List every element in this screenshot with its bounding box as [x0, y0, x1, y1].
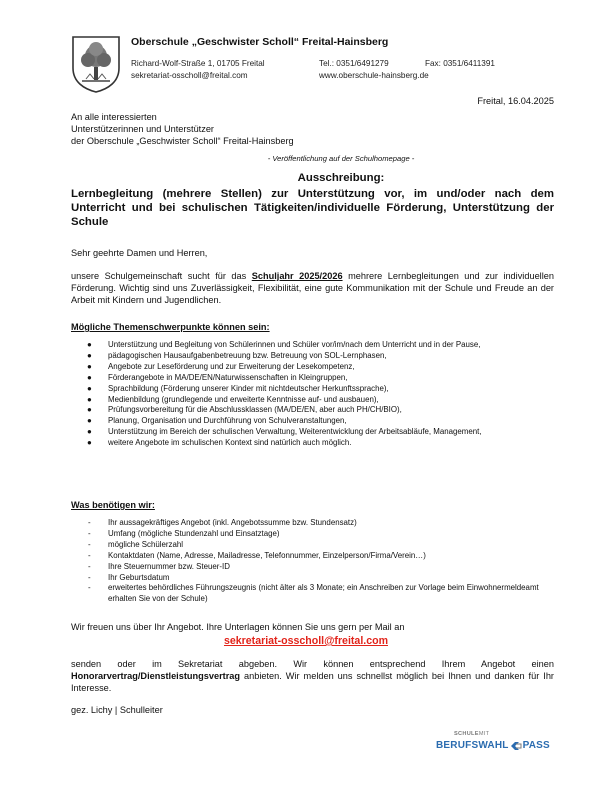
school-website[interactable]: www.oberschule-hainsberg.de [319, 71, 429, 80]
topic-text: Angebote zur Leseförderung und zur Erweiterung der Lesekompetenz, [108, 361, 355, 371]
berufswahlpass-logo [436, 731, 556, 757]
closing-text: anbieten. Wir melden uns schnellst möglich bei Ihnen und danken für Ihr Interesse. [71, 671, 554, 693]
bullet-icon: ● [87, 427, 92, 437]
list-item [71, 395, 554, 406]
closing-paragraph [71, 658, 554, 694]
bullet-icon: ● [87, 372, 92, 382]
letter-date: Freital, 16.04.2025 [477, 96, 554, 106]
recipient-line: Unterstützerinnen und Unterstützer [71, 124, 214, 134]
submission-email-link[interactable]: sekretariat-osscholl@freital.com [223, 635, 388, 647]
need-text: Ihr Geburtsdatum [108, 572, 170, 582]
list-item [71, 384, 554, 395]
list-item [71, 540, 554, 551]
list-item [71, 573, 554, 584]
list-item [71, 362, 554, 373]
need-text: Ihre Steuernummer bzw. Steuer-ID [108, 561, 230, 571]
bullet-icon: ● [87, 350, 92, 360]
topic-text: Sprachbildung (Förderung unserer Kinder mit nichtdeutscher Herkunftssprache), [108, 383, 389, 393]
intro-text: unsere Schulgemeinschaft sucht für das [71, 271, 252, 281]
recipient-line: An alle interessierten [71, 112, 157, 122]
bullet-icon: ● [87, 405, 92, 415]
topic-text: weitere Angebote im schulischen Kontext sind natürlich auch möglich. [108, 438, 352, 448]
contract-type: Honorarvertrag/Dienstleistungsvertrag [71, 671, 240, 681]
salutation: Sehr geehrte Damen und Herren, [71, 248, 208, 258]
thanks-paragraph: Wir freuen uns über Ihr Angebot. Ihre Unterlagen können Sie uns gern per Mail an [71, 622, 405, 632]
bullet-icon: ● [87, 340, 92, 349]
logo-word-2: PASS [522, 740, 550, 751]
school-fax: Fax: 0351/6411391 [425, 59, 495, 68]
announcement-headline: Lernbegleitung (mehrere Stellen) zur Unterstützung vor, im und/oder nach dem Unterricht und bei schulischen Tätigkeiten/individuelle Förderung, Unterstützung der Schule [71, 188, 554, 228]
topic-text: Förderangebote in MA/DE/EN/Naturwissenschaften in Kleingruppen, [108, 372, 348, 382]
recipient-block [71, 111, 294, 147]
school-address: Richard-Wolf-Straße 1, 01705 Freital [131, 59, 265, 68]
school-phone: Tel.: 0351/6491279 [319, 59, 389, 68]
list-item [71, 529, 554, 540]
topics-list [71, 340, 554, 449]
bullet-icon: ● [87, 361, 92, 371]
list-item [71, 416, 554, 427]
school-year: Schuljahr 2025/2026 [251, 271, 343, 281]
school-email[interactable]: sekretariat-osscholl@freital.com [131, 71, 248, 80]
list-item [71, 562, 554, 573]
recipient-line: der Oberschule „Geschwister Scholl“ Freital-Hainsberg [71, 136, 294, 146]
list-item [71, 340, 554, 351]
school-crest-icon [70, 34, 122, 94]
bullet-icon: ● [87, 383, 92, 393]
logo-wordmark [436, 740, 550, 751]
list-item [71, 583, 554, 605]
list-item [71, 405, 554, 416]
intro-text: mehrere Lernbegleitungen und zur individuellen Förderung. Wichtig sind uns Zuverlässigkeit, Flexibilität, eine gute Kommunikation mit der Schule und Freude an der Arbeit mit Kindern und Jugendlichen. [71, 271, 554, 305]
dash-icon: - [88, 539, 91, 549]
topic-text: Planung, Organisation und Durchführung von Schulveranstaltungen, [108, 416, 347, 426]
need-text: Kontaktdaten (Name, Adresse, Mailadresse, Telefonnummer, Einzelperson/Firma/Verein…) [108, 550, 426, 560]
dash-icon: - [88, 518, 91, 527]
list-item [71, 373, 554, 384]
bullet-icon: ● [87, 416, 92, 426]
needs-list [71, 518, 554, 605]
need-text: erweitertes behördliches Führungszeugnis (nicht älter als 3 Monate; ein Anschreiben zur Vorlage beim Einwohnermeldeamt erhalten Sie von der Schule) [108, 583, 539, 604]
passport-mark-icon [510, 741, 522, 751]
logo-tagline: SCHULEMIT [454, 731, 490, 737]
intro-paragraph [71, 270, 554, 306]
closing-text: senden oder im Sekretariat abgeben. Wir können entsprechend Ihrem Angebot einen [71, 659, 554, 669]
logo-word-1: BERUFSWAHL [436, 740, 509, 751]
topics-heading: Mögliche Themenschwerpunkte können sein: [71, 322, 270, 332]
dash-icon: - [88, 561, 91, 571]
dash-icon: - [88, 528, 91, 538]
school-name: Oberschule „Geschwister Scholl“ Freital-Hainsberg [131, 36, 389, 48]
topic-text: Unterstützung im Bereich der schulischen Verwaltung, Weiterentwicklung der Arbeitsabläufe, Management, [108, 427, 482, 437]
dash-icon: - [88, 572, 91, 582]
need-text: Ihr aussagekräftiges Angebot (inkl. Angebotssumme bzw. Stundensatz) [108, 518, 357, 527]
list-item [71, 438, 554, 449]
signature: gez. Lichy | Schulleiter [71, 705, 163, 715]
need-text: mögliche Schülerzahl [108, 539, 183, 549]
list-item [71, 518, 554, 529]
dash-icon: - [88, 550, 91, 560]
topic-text: Medienbildung (grundlegende und erweiterte Kenntnisse auf- und ausbauen), [108, 394, 379, 404]
needs-heading: Was benötigen wir: [71, 500, 155, 510]
list-item [71, 551, 554, 562]
topic-text: pädagogischen Hausaufgabenbetreuung bzw. Betreuung von SOL-Lernphasen, [108, 350, 387, 360]
bullet-icon: ● [87, 394, 92, 404]
dash-icon: - [88, 583, 91, 593]
list-item [71, 351, 554, 362]
need-text: Umfang (mögliche Stundenzahl und Einsatztage) [108, 528, 280, 538]
topic-text: Unterstützung und Begleitung von Schülerinnen und Schüler vor/im/nach dem Unterricht und in der Pause, [108, 340, 481, 349]
list-item [71, 427, 554, 438]
topic-text: Prüfungsvorbereitung für die Abschlussklassen (MA/DE/EN, aber auch PH/CH/BIO), [108, 405, 402, 415]
announcement-title: Ausschreibung: [297, 172, 385, 184]
bullet-icon: ● [87, 438, 92, 448]
publication-note: - Veröffentlichung auf der Schulhomepage - [267, 154, 415, 163]
